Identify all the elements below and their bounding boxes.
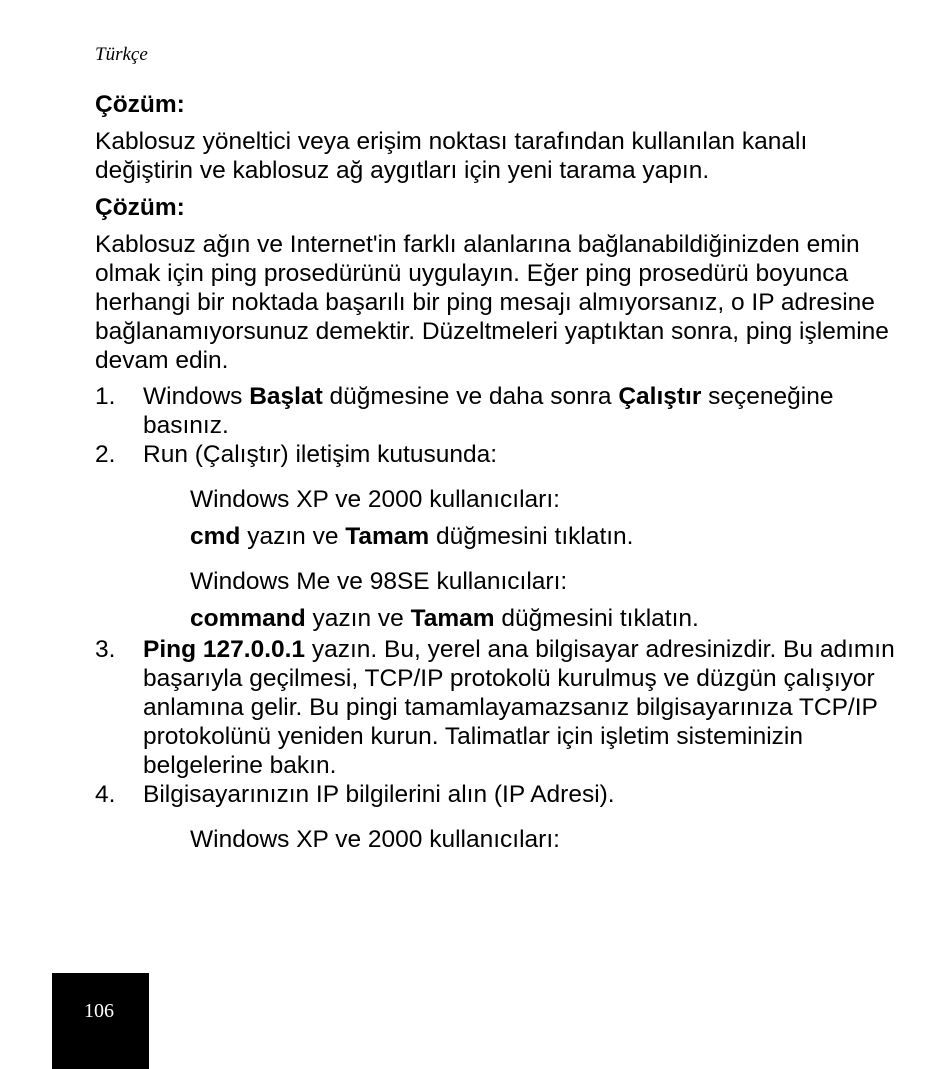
step-2 bbox=[95, 440, 895, 469]
step-number: 4. bbox=[95, 781, 116, 808]
os-group-title: Windows Me ve 98SE kullanıcıları: bbox=[190, 568, 568, 595]
step-bold-text: Çalıştır bbox=[618, 383, 702, 410]
solution-heading-2: Çözüm: bbox=[95, 194, 185, 221]
step-4-substeps bbox=[95, 825, 895, 854]
step-number: 2. bbox=[95, 441, 116, 468]
step-text: Bilgisayarınızın IP bilgilerini alın (IP Adresi). bbox=[143, 781, 615, 808]
instruction-text: yazın ve bbox=[305, 605, 411, 632]
step-number: 3. bbox=[95, 636, 116, 663]
page-number: 106 bbox=[84, 1000, 114, 1022]
instruction-text: düğmesini tıklatın. bbox=[429, 523, 634, 550]
instruction-text: düğmesini tıklatın. bbox=[494, 605, 699, 632]
step-3 bbox=[95, 635, 895, 780]
solution-text-2: Kablosuz ağın ve Internet'in farklı alanlarına bağlanabildiğinizden emin olmak için ping prosedürünü uygulayın. Eğer ping prosedürü boyunca herhangi bir noktada başarılı bir ping mesajı almıyorsanız, o IP adresine bağlanamıyorsunuz demektir. Düzeltmeleri yaptıktan sonra, ping işlemine devam edin. bbox=[95, 231, 889, 374]
step-text: düğmesine ve daha sonra bbox=[322, 383, 619, 410]
command-text: command bbox=[190, 605, 306, 632]
command-text: cmd bbox=[190, 523, 241, 550]
step-number: 1. bbox=[95, 383, 116, 410]
step-bold-text: Ping 127.0.0.1 bbox=[143, 636, 306, 663]
os-group-instruction bbox=[190, 604, 895, 633]
instruction-text: yazın ve bbox=[240, 523, 346, 550]
step-text: Windows bbox=[143, 383, 250, 410]
solution-heading-1: Çözüm: bbox=[95, 91, 185, 118]
step-text: yazın. Bu, yerel ana bilgisayar adresinizdir. Bu adımın başarıyla geçilmesi, TCP/IP protokolü kurulmuş ve düzgün çalışıyor anlamına gelir. Bu pingi tamamlayamazsanız bilgisayarınıza TCP/IP protokolünü yeniden kurun. Talimatlar için işletim sisteminizin belgelerine bakın. bbox=[143, 636, 895, 779]
step-2-substeps bbox=[95, 485, 895, 633]
solution-text-1: Kablosuz yöneltici veya erişim noktası tarafından kullanılan kanalı değiştirin ve kablosuz ağ aygıtları için yeni tarama yapın. bbox=[95, 128, 808, 184]
step-bold-text: Başlat bbox=[249, 383, 323, 410]
document-body bbox=[95, 90, 895, 862]
button-name-text: Tamam bbox=[410, 605, 495, 632]
button-name-text: Tamam bbox=[345, 523, 430, 550]
step-text: Run (Çalıştır) iletişim kutusunda: bbox=[143, 441, 498, 468]
os-group-title: Windows XP ve 2000 kullanıcıları: bbox=[190, 486, 560, 513]
os-group-instruction bbox=[190, 522, 895, 551]
os-group-title: Windows XP ve 2000 kullanıcıları: bbox=[190, 826, 560, 853]
step-4 bbox=[95, 780, 895, 809]
page-header-language: Türkçe bbox=[95, 44, 148, 65]
step-1 bbox=[95, 382, 895, 440]
step-text: seçeneğine basınız. bbox=[143, 383, 834, 439]
